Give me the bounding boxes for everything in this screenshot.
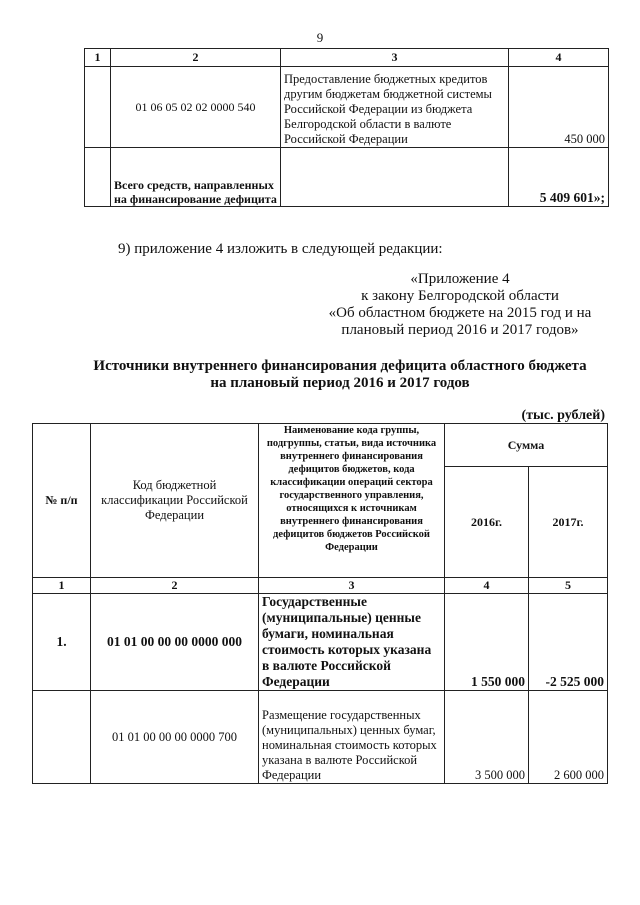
financing-sources-table xyxy=(32,423,608,784)
table-row xyxy=(33,691,608,784)
column-number-cell: 2 xyxy=(91,578,259,594)
amount-2016-cell: 3 500 000 xyxy=(445,691,529,784)
amount-2016-cell: 1 550 000 xyxy=(445,594,529,691)
continuation-table xyxy=(84,48,609,207)
total-amount-cell: 5 409 601»; xyxy=(509,148,609,207)
header-cell: 3 xyxy=(281,49,509,67)
document-heading xyxy=(60,358,620,392)
budget-code-cell: 01 01 00 00 00 0000 000 xyxy=(91,594,259,691)
row-number-cell: 1. xyxy=(33,594,91,691)
appendix-reference xyxy=(300,271,620,339)
row-number-cell xyxy=(33,691,91,784)
amount-2017-cell: -2 525 000 xyxy=(529,594,608,691)
header-sum-cell: Сумма xyxy=(445,424,608,467)
page-number: 9 xyxy=(316,30,324,45)
header-code-cell: Код бюджетной классификации Российской Федерации xyxy=(91,424,259,578)
heading-line: Источники внутреннего финансирования дефицита областного бюджета xyxy=(93,358,587,374)
budget-code-cell: 01 06 05 02 02 0000 540 xyxy=(111,67,281,148)
table-row-total xyxy=(85,148,609,207)
total-label-cell: Всего средств, направленных на финансирование дефицита xyxy=(111,148,281,207)
appendix-line: «Приложение 4 xyxy=(410,271,510,287)
appendix-line: «Об областном бюджете на 2015 год и на xyxy=(328,305,592,321)
description-cell: Предоставление бюджетных кредитов другим бюджетам бюджетной системы Российской Федерации из бюджета Белгородской области в валюте Российской Федерации xyxy=(281,67,509,148)
amendment-paragraph: 9) приложение 4 изложить в следующей редакции: xyxy=(118,241,443,257)
amount-cell: 450 000 xyxy=(509,67,609,148)
header-year-cell: 2017г. xyxy=(529,467,608,578)
appendix-line: плановый период 2016 и 2017 годов» xyxy=(341,322,579,338)
header-name-cell: Наименование кода группы, подгруппы, статьи, вида источника внутреннего финансирования дефицитов бюджетов, кода классификации операций сектора государственного управления, относящихся к источникам внутреннего финансирования дефицитов бюджетов Российской Федерации xyxy=(259,424,445,578)
description-cell: Государственные (муниципальные) ценные бумаги, номинальная стоимость которых указана в валюте Российской Федерации xyxy=(259,594,445,691)
table-header-row xyxy=(85,49,609,67)
heading-line: на плановый период 2016 и 2017 годов xyxy=(210,375,470,391)
column-number-row xyxy=(33,578,608,594)
budget-code-cell: 01 01 00 00 00 0000 700 xyxy=(91,691,259,784)
column-number-cell: 3 xyxy=(259,578,445,594)
appendix-line: к закону Белгородской области xyxy=(361,288,559,304)
row-index-cell xyxy=(85,67,111,148)
column-number-cell: 5 xyxy=(529,578,608,594)
header-number-cell: № п/п xyxy=(33,424,91,578)
description-cell: Размещение государственных (муниципальных) ценных бумаг, номинальная стоимость которых указана в валюте Российской Федерации xyxy=(259,691,445,784)
amount-2017-cell: 2 600 000 xyxy=(529,691,608,784)
row-index-cell xyxy=(85,148,111,207)
column-number-cell: 4 xyxy=(445,578,529,594)
header-cell: 2 xyxy=(111,49,281,67)
table-row xyxy=(33,594,608,691)
header-cell: 1 xyxy=(85,49,111,67)
description-cell xyxy=(281,148,509,207)
header-cell: 4 xyxy=(509,49,609,67)
table-row xyxy=(85,67,609,148)
header-year-cell: 2016г. xyxy=(445,467,529,578)
table-header-row xyxy=(33,424,608,467)
units-label: (тыс. рублей) xyxy=(521,408,605,423)
column-number-cell: 1 xyxy=(33,578,91,594)
